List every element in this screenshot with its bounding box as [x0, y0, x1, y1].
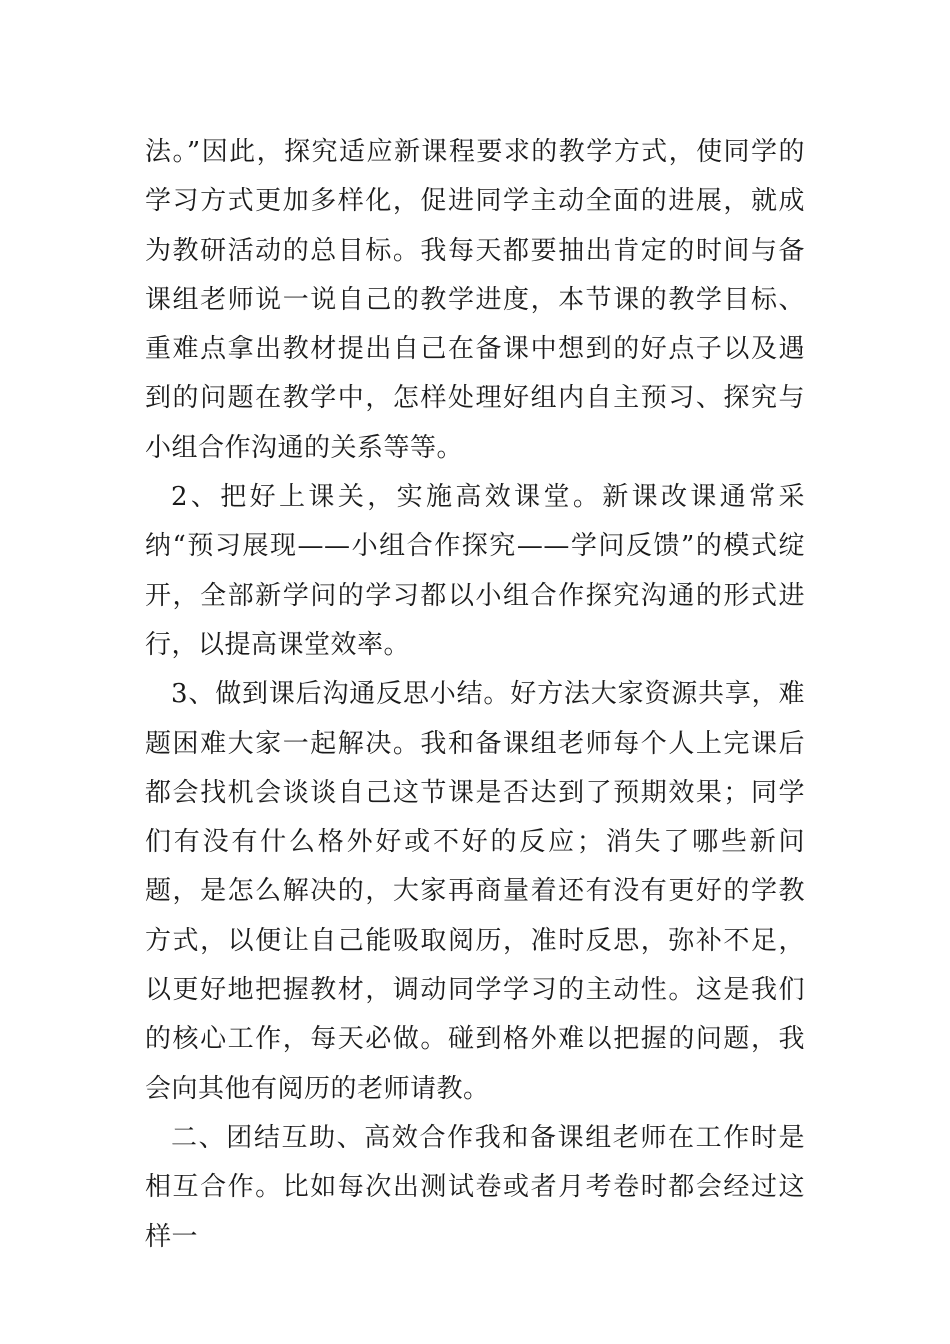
document-body [145, 128, 805, 1262]
paragraph-item-2: 2、把好上课关，实施高效课堂。新课改课通常采纳“预习展现——小组合作探究——学问反馈”的模式绽开，全部新学问的学习都以小组合作探究沟通的形式进行，以提高课堂效率。 [145, 482, 805, 660]
paragraph-continuation: 法。”因此，探究适应新课程要求的教学方式，使同学的学习方式更加多样化，促进同学主动全面的进展，就成为教研活动的总目标。我每天都要抽出肯定的时间与备课组老师说一说自己的教学进度，本节课的教学目标、重难点拿出教材提出自己在备课中想到的好点子以及遇到的问题在教学中，怎样处理好组内自主预习、探究与小组合作沟通的关系等等。 [145, 137, 805, 463]
paragraph-item-3: 3、做到课后沟通反思小结。好方法大家资源共享，难题困难大家一起解决。我和备课组老师每个人上完课后都会找机会谈谈自己这节课是否达到了预期效果；同学们有没有什么格外好或不好的反应；消失了哪些新问题，是怎么解决的，大家再商量着还有没有更好的学教方式，以便让自己能吸取阅历，准时反思，弥补不足，以更好地把握教材，调动同学学习的主动性。这是我们的核心工作，每天必做。碰到格外难以把握的问题，我会向其他有阅历的老师请教。 [145, 679, 805, 1104]
paragraph-section-2: 二、团结互助、高效合作我和备课组老师在工作时是相互合作。比如每次出测试卷或者月考卷时都会经过这样一 [145, 1122, 805, 1252]
